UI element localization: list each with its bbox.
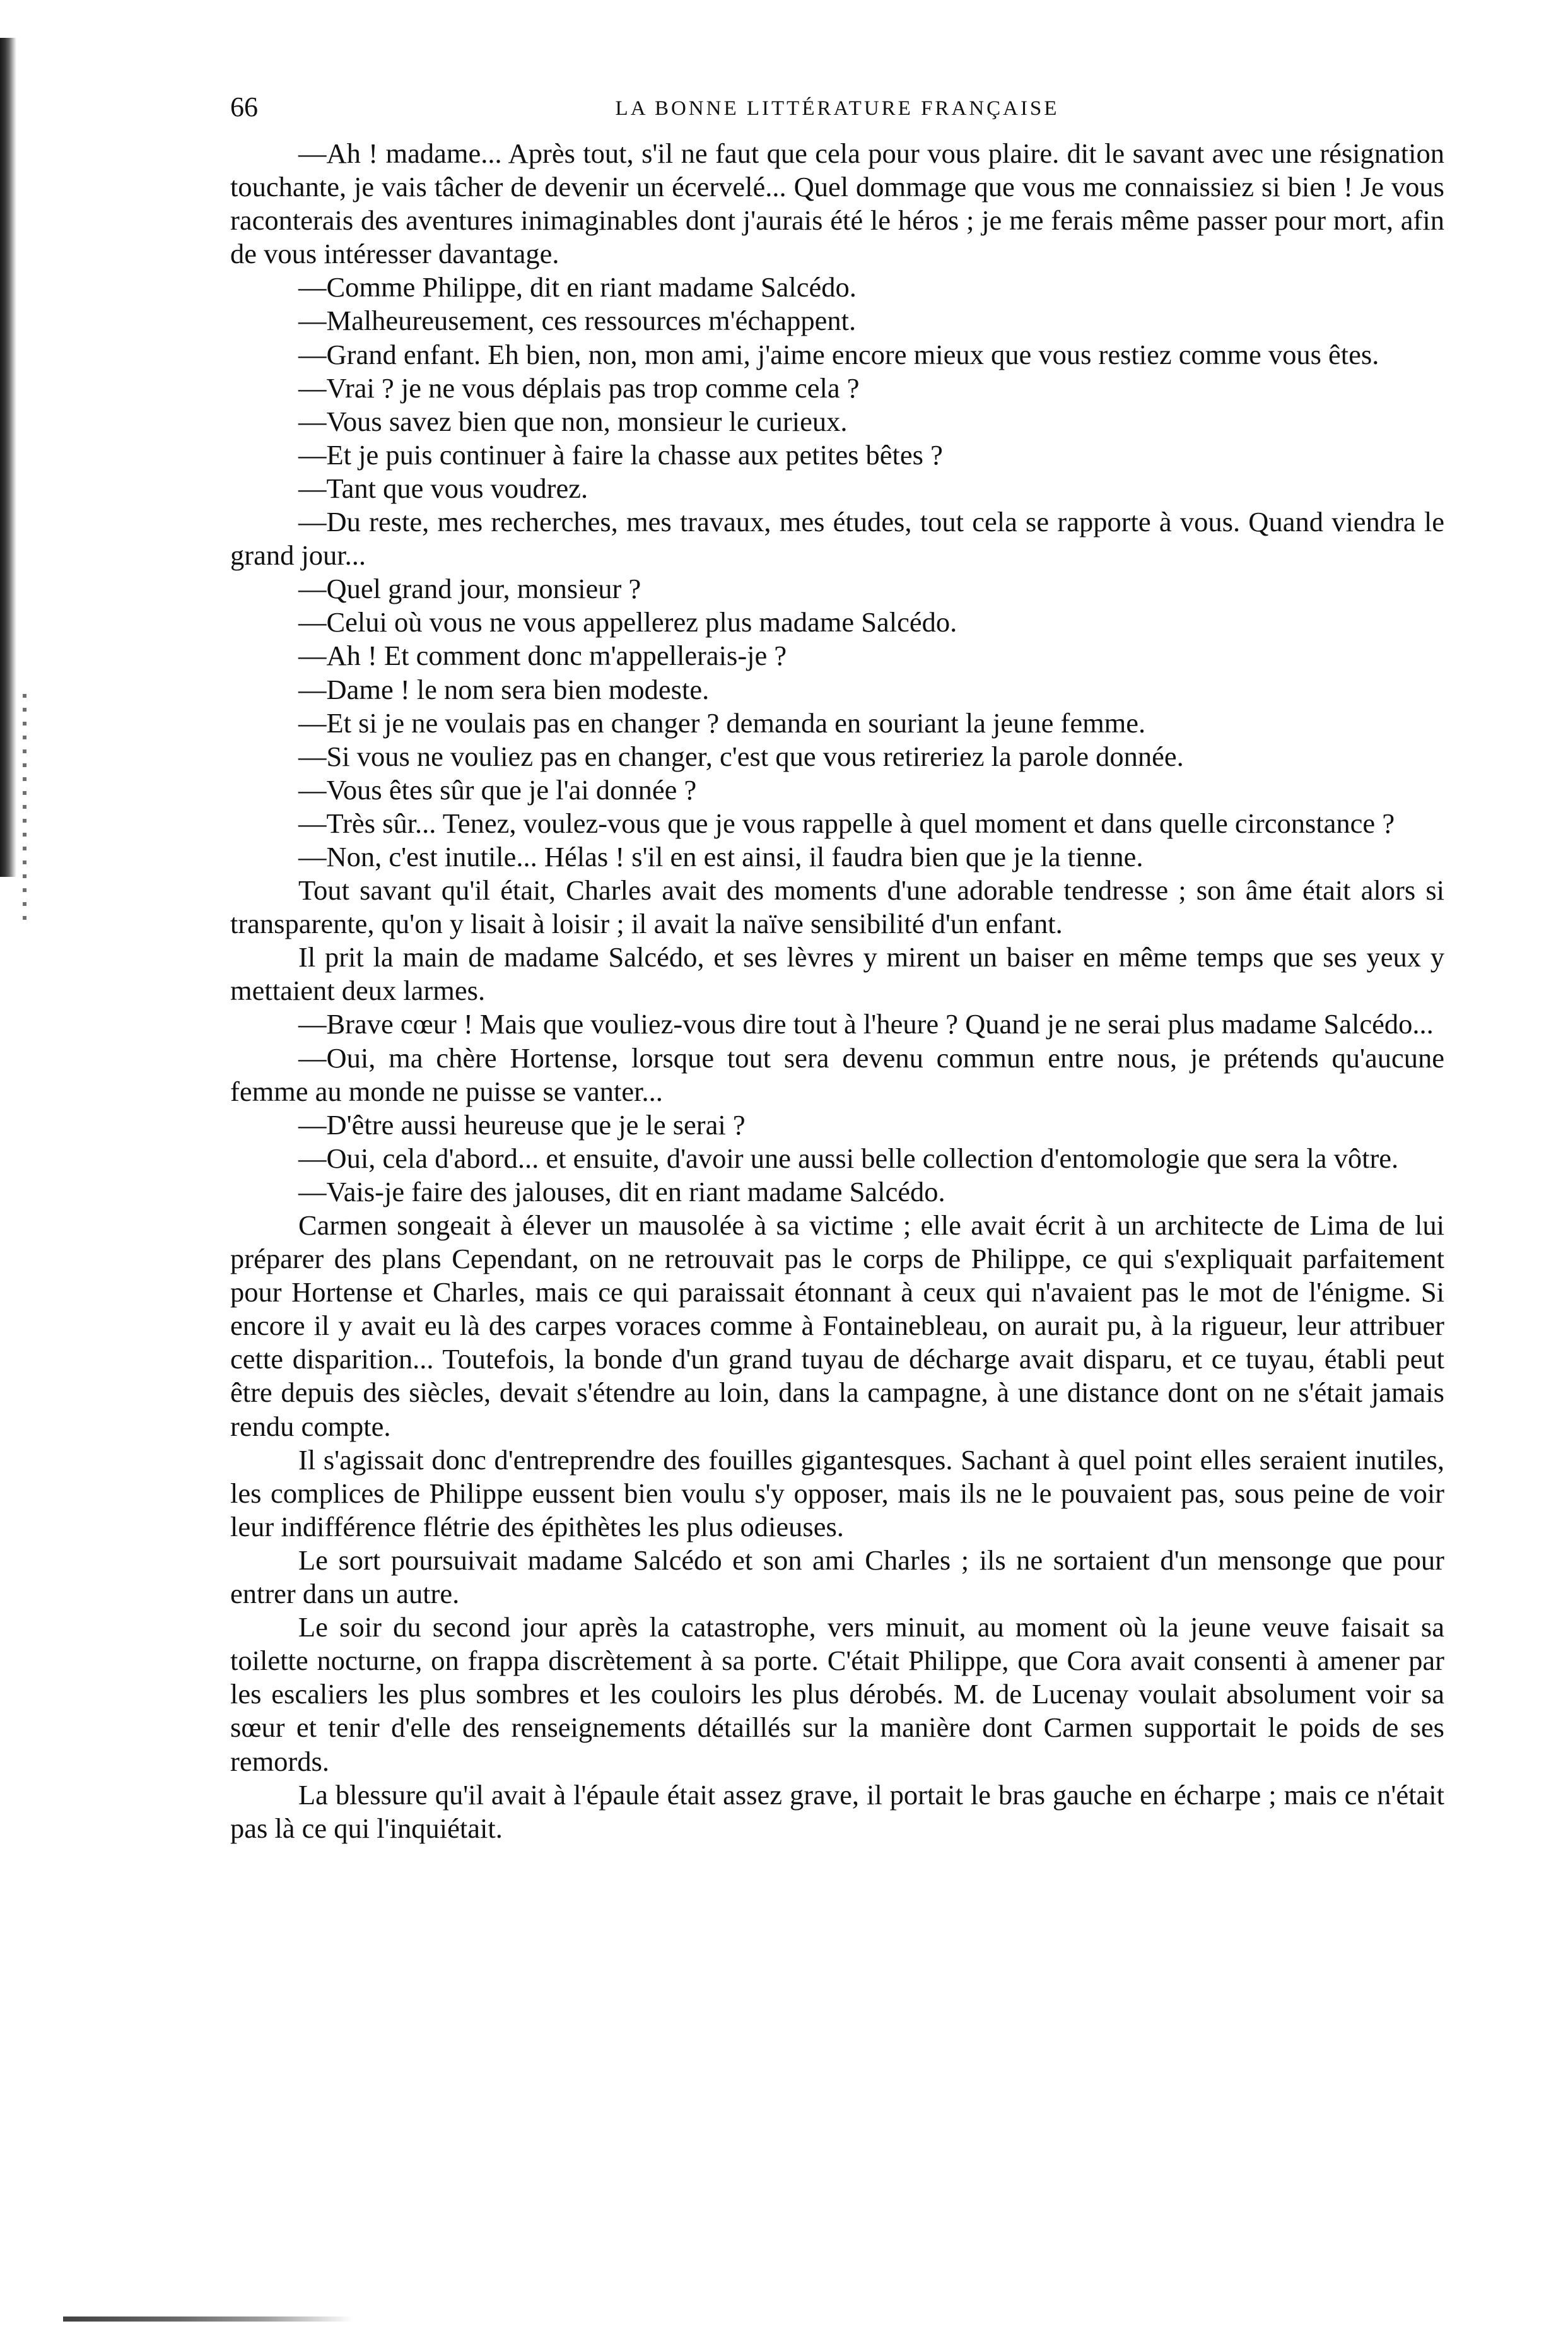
paragraph: —Si vous ne vouliez pas en changer, c'est que vous retireriez la parole donnée. (298, 740, 1184, 772)
paragraph: —Comme Philippe, dit en riant madame Salcédo. (298, 271, 857, 303)
page-header (230, 88, 1444, 126)
scan-edge-dots (23, 694, 26, 921)
paragraph: Tout savant qu'il était, Charles avait des moments d'une adorable tendresse ; son âme était alors si transparente, qu'on y lisait à loisir ; il avait la naïve sensibilité d'un enfant. (230, 874, 1444, 940)
paragraph: —Ah ! Et comment donc m'appellerais-je ? (298, 640, 787, 672)
paragraph: —Dame ! le nom sera bien modeste. (298, 673, 710, 705)
paragraph: —Et si je ne voulais pas en changer ? demanda en souriant la jeune femme. (298, 707, 1146, 739)
paragraph: —Non, c'est inutile... Hélas ! s'il en est ainsi, il faudra bien que je la tienne. (298, 840, 1144, 872)
paragraph: Il s'agissait donc d'entreprendre des fouilles gigantesques. Sachant à quel point elles seraient inutiles, les complices de Philippe eussent bien voulu s'y opposer, mais ils ne le pouvaient pas, sous peine de voir leur indifférence flétrie des épithètes les plus odieuses. (230, 1443, 1444, 1542)
paragraph: —Brave cœur ! Mais que vouliez-vous dire tout à l'heure ? Quand je ne serai plus madame Salcédo... (298, 1008, 1434, 1040)
paragraph: —Vous savez bien que non, monsieur le curieux. (298, 405, 848, 437)
paragraph: —Et je puis continuer à faire la chasse aux petites bêtes ? (298, 438, 943, 471)
page-number: 66 (230, 91, 258, 122)
body-text (230, 137, 1444, 1845)
paragraph: —Vrai ? je ne vous déplais pas trop comme cela ? (298, 372, 860, 404)
paragraph: —Celui où vous ne vous appellerez plus madame Salcédo. (298, 606, 957, 638)
paragraph: Carmen songeait à élever un mausolée à sa victime ; elle avait écrit à un architecte de Lima de lui préparer des plans Cependant, on ne retrouvait pas le corps de Philippe, ce qui s'expliquait parfaitement pour Hortense et Charles, mais ce qui paraissait étonnant à ceux qui n'avaient pas le mot de l'énigme. Si encore il y avait eu là des carpes voraces comme à Fontainebleau, on aurait pu, à la rigueur, leur attribuer cette disparition... Toutefois, la bonde d'un grand tuyau de décharge avait disparu, et ce tuyau, établi peut être depuis des siècles, devait s'étendre au loin, dans la campagne, à une distance dont on ne s'était jamais rendu compte. (230, 1209, 1444, 1442)
paragraph: —Très sûr... Tenez, voulez-vous que je vous rappelle à quel moment et dans quelle circonstance ? (298, 807, 1395, 839)
paragraph: —Grand enfant. Eh bien, non, mon ami, j'aime encore mieux que vous restiez comme vous êtes. (298, 338, 1379, 370)
paragraph: La blessure qu'il avait à l'épaule était assez grave, il portait le bras gauche en écharpe ; mais ce n'était pas là ce qui l'inquiétait. (230, 1778, 1444, 1844)
paragraph: Il prit la main de madame Salcédo, et ses lèvres y mirent un baiser en même temps que ses yeux y mettaient deux larmes. (230, 941, 1444, 1007)
paragraph: —Ah ! madame... Après tout, s'il ne faut que cela pour vous plaire. dit le savant avec une résignation touchante, je vais tâcher de devenir un écervelé... Quel dommage que vous me connaissiez si bien ! Je vous raconterais des aventures inimaginables dont j'aurais été le héros ; je me ferais même passer pour mort, afin de vous intéresser davantage. (230, 138, 1444, 270)
paragraph: —Oui, cela d'abord... et ensuite, d'avoir une aussi belle collection d'entomologie que sera la vôtre. (298, 1142, 1399, 1174)
paragraph: —Vais-je faire des jalouses, dit en riant madame Salcédo. (298, 1175, 945, 1207)
scan-bottom-smudge (63, 2317, 353, 2322)
paragraph: —Quel grand jour, monsieur ? (298, 573, 641, 605)
paragraph: —Malheureusement, ces ressources m'échappent. (298, 305, 857, 337)
paragraph: —Vous êtes sûr que je l'ai donnée ? (298, 773, 697, 806)
paragraph: —Du reste, mes recherches, mes travaux, mes études, tout cela se rapporte à vous. Quand viendra le grand jour... (230, 506, 1444, 572)
paragraph: —D'être aussi heureuse que je le serai ? (298, 1108, 746, 1141)
paragraph: Le sort poursuivait madame Salcédo et son ami Charles ; ils ne sortaient d'un mensonge que pour entrer dans un autre. (230, 1544, 1444, 1610)
paragraph: —Oui, ma chère Hortense, lorsque tout sera devenu commun entre nous, je prétends qu'aucune femme au monde ne puisse se vanter... (230, 1042, 1444, 1107)
scan-edge-shadow (0, 38, 16, 877)
paragraph: Le soir du second jour après la catastrophe, vers minuit, au moment où la jeune veuve faisait sa toilette nocturne, on frappa discrètement à sa porte. C'était Philippe, que Cora avait consenti à amener par les escaliers les plus sombres et les couloirs les plus dérobés. M. de Lucenay voulait absolument voir sa sœur et tenir d'elle des renseignements détaillés sur la manière dont Carmen supportait le poids de ses remords. (230, 1611, 1444, 1777)
running-title: LA BONNE LITTÉRATURE FRANÇAISE (615, 97, 1060, 120)
paragraph: —Tant que vous voudrez. (298, 472, 588, 504)
